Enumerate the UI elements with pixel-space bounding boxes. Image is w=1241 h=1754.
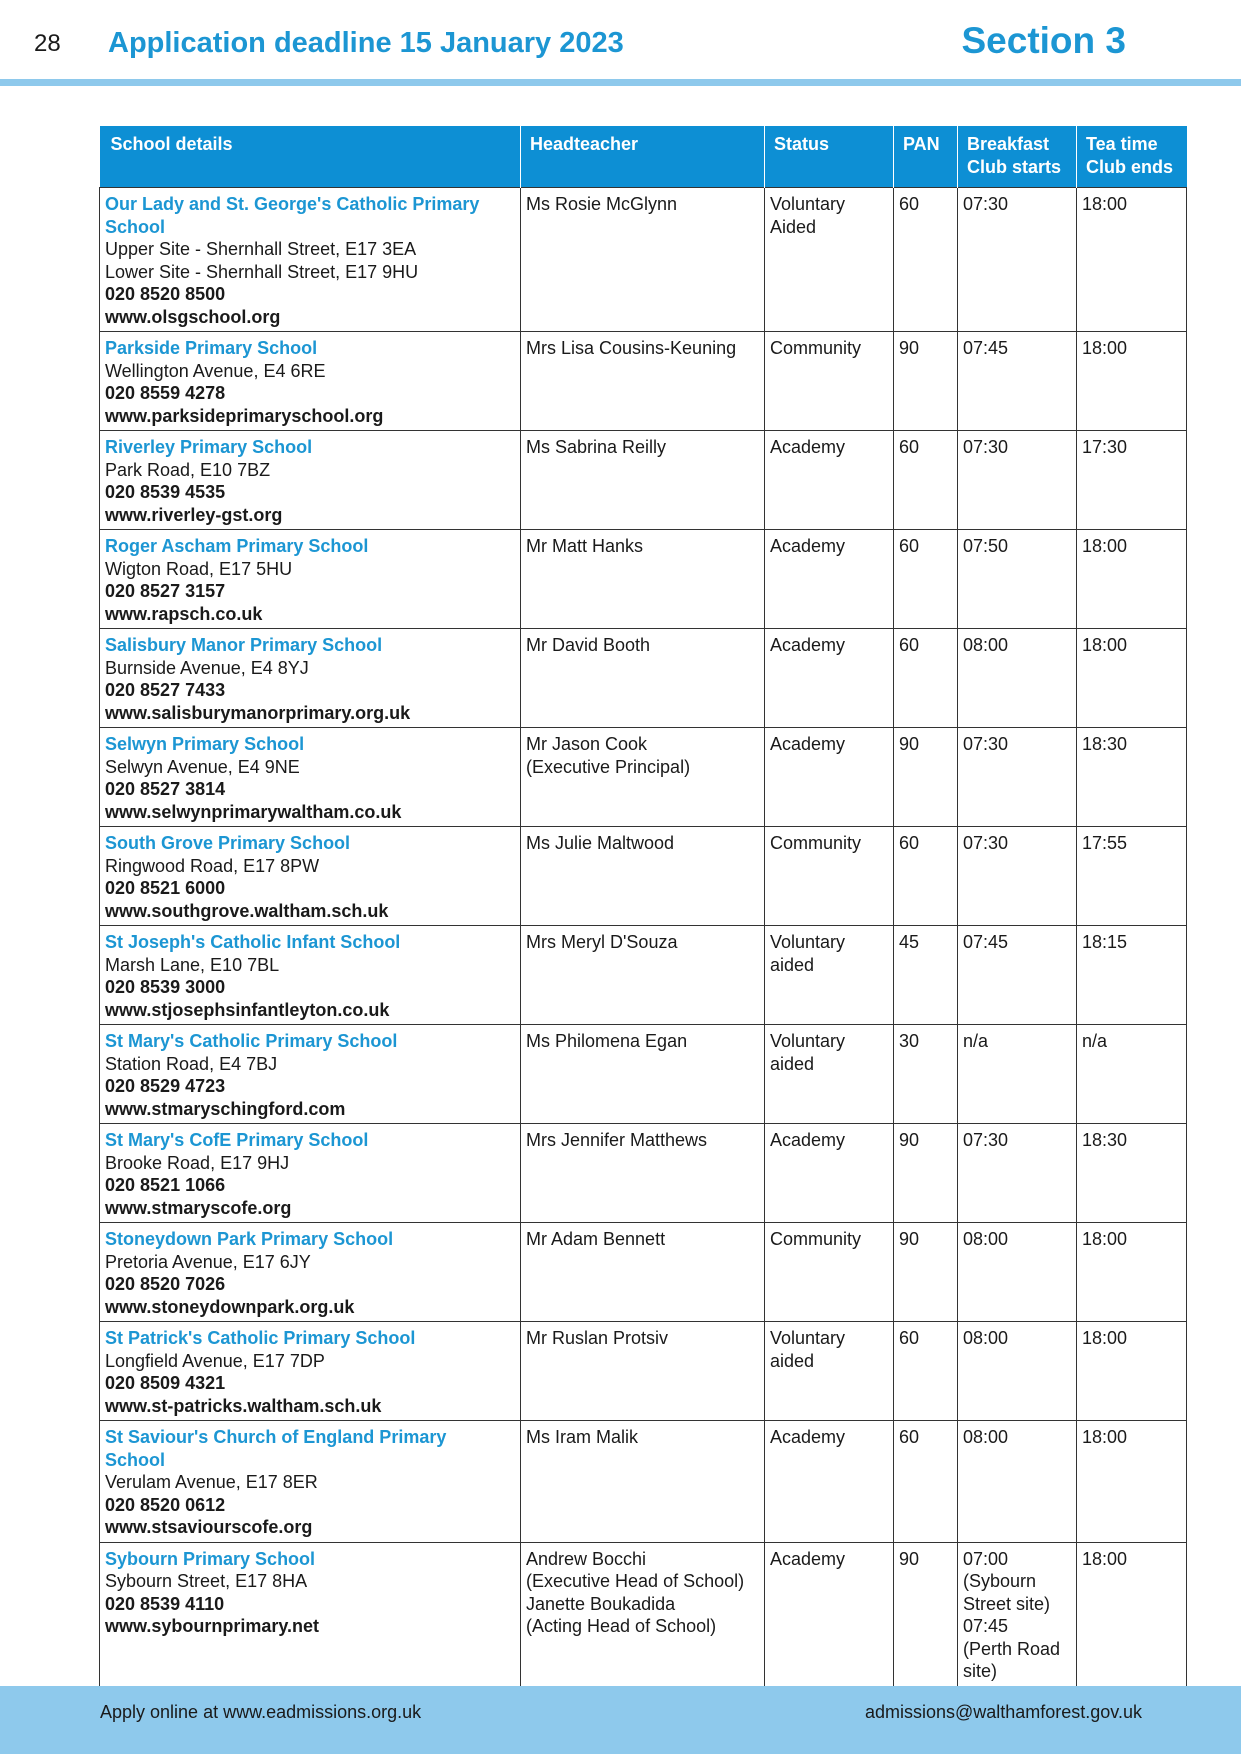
- pan-cell: 60: [894, 827, 958, 926]
- breakfast-cell: [958, 1322, 1077, 1421]
- school-details-cell: [100, 1124, 521, 1223]
- headteacher-line: Mr Jason Cook: [526, 734, 648, 754]
- headteacher-line: (Acting Head of School): [526, 1616, 717, 1636]
- pan-cell: 90: [894, 1223, 958, 1322]
- school-website[interactable]: www.stsaviourscofe.org: [105, 1517, 313, 1537]
- school-details-cell: [100, 926, 521, 1025]
- table-row: [100, 827, 1187, 926]
- status-cell: [765, 926, 894, 1025]
- status-line: Community: [770, 833, 862, 853]
- school-details-cell: [100, 1542, 521, 1686]
- status-cell: [765, 1421, 894, 1543]
- school-address: Marsh Lane, E10 7BL: [105, 954, 280, 975]
- school-name: School: [105, 1449, 166, 1470]
- headteacher-line: Ms Iram Malik: [526, 1427, 638, 1447]
- breakfast-cell: [958, 728, 1077, 827]
- school-address: Wigton Road, E17 5HU: [105, 558, 293, 579]
- school-details-cell: [100, 431, 521, 530]
- school-name: St Mary's Catholic Primary School: [105, 1031, 398, 1051]
- status-cell: [765, 1322, 894, 1421]
- school-address: Pretoria Avenue, E17 6JY: [105, 1251, 311, 1272]
- school-address: Upper Site - Shernhall Street, E17 3EA: [105, 239, 417, 259]
- table-row: [100, 431, 1187, 530]
- school-website[interactable]: www.southgrove.waltham.sch.uk: [105, 900, 389, 921]
- section-label: Section 3: [961, 20, 1126, 61]
- table-row: [100, 926, 1187, 1025]
- breakfast-cell: [958, 1124, 1077, 1223]
- school-name: St Saviour's Church of England Primary: [105, 1427, 447, 1447]
- headteacher-line: Ms Julie Maltwood: [526, 833, 675, 853]
- pan-cell: 45: [894, 926, 958, 1025]
- school-address: Verulam Avenue, E17 8ER: [105, 1472, 318, 1492]
- pan-cell: 60: [894, 1421, 958, 1543]
- status-line: Voluntary: [770, 1328, 846, 1348]
- status-line: aided: [770, 1053, 815, 1074]
- column-header-school: School details: [100, 126, 521, 188]
- tea-cell: 18:00: [1077, 530, 1187, 629]
- headteacher-cell: [521, 1124, 765, 1223]
- status-cell: [765, 1542, 894, 1686]
- tea-cell: 18:30: [1077, 1124, 1187, 1223]
- school-address: Longfield Avenue, E17 7DP: [105, 1350, 325, 1371]
- headteacher-line: Mrs Meryl D'Souza: [526, 932, 678, 952]
- table-row: [100, 1025, 1187, 1124]
- headteacher-line: Janette Boukadida: [526, 1593, 676, 1614]
- status-line: Academy: [770, 734, 846, 754]
- breakfast-line: 07:45: [963, 338, 1009, 358]
- breakfast-line: 07:30: [963, 194, 1009, 214]
- breakfast-line: 07:45: [963, 932, 1009, 952]
- status-cell: [765, 728, 894, 827]
- headteacher-cell: [521, 1025, 765, 1124]
- school-address: Lower Site - Shernhall Street, E17 9HU: [105, 261, 419, 282]
- school-phone: 020 8539 4535: [105, 482, 226, 502]
- school-details-cell: [100, 332, 521, 431]
- headteacher-cell: [521, 728, 765, 827]
- status-line: Voluntary: [770, 1031, 846, 1051]
- breakfast-cell: [958, 332, 1077, 431]
- status-line: Voluntary: [770, 932, 846, 952]
- tea-cell: 17:30: [1077, 431, 1187, 530]
- headteacher-cell: [521, 827, 765, 926]
- status-cell: [765, 530, 894, 629]
- breakfast-cell: [958, 1223, 1077, 1322]
- headteacher-cell: [521, 1421, 765, 1543]
- school-name: Selwyn Primary School: [105, 734, 305, 754]
- status-line: aided: [770, 954, 815, 975]
- school-details-cell: [100, 1025, 521, 1124]
- status-cell: [765, 431, 894, 530]
- headteacher-line: Mrs Lisa Cousins-Keuning: [526, 338, 737, 358]
- school-website[interactable]: www.stoneydownpark.org.uk: [105, 1296, 355, 1317]
- table-row: [100, 728, 1187, 827]
- school-address: Burnside Avenue, E4 8YJ: [105, 657, 309, 678]
- breakfast-line: 07:00: [963, 1548, 1009, 1569]
- school-details-cell: [100, 530, 521, 629]
- school-phone: 020 8520 7026: [105, 1274, 226, 1294]
- headteacher-cell: [521, 530, 765, 629]
- pan-cell: 60: [894, 530, 958, 629]
- headteacher-cell: [521, 1322, 765, 1421]
- school-details-cell: [100, 629, 521, 728]
- school-name: St Patrick's Catholic Primary School: [105, 1328, 416, 1348]
- school-name: Stoneydown Park Primary School: [105, 1229, 394, 1249]
- school-name: Roger Ascham Primary School: [105, 536, 369, 556]
- status-cell: [765, 1223, 894, 1322]
- headteacher-cell: [521, 1542, 765, 1686]
- breakfast-line: 08:00: [963, 635, 1009, 655]
- breakfast-line: 07:30: [963, 734, 1009, 754]
- breakfast-line: 08:00: [963, 1229, 1009, 1249]
- school-phone: 020 8527 7433: [105, 680, 226, 700]
- school-name: South Grove Primary School: [105, 833, 351, 853]
- pan-cell: 30: [894, 1025, 958, 1124]
- table-row: [100, 1421, 1187, 1543]
- status-line: Academy: [770, 1548, 846, 1569]
- tea-cell: 18:00: [1077, 629, 1187, 728]
- school-phone: 020 8521 6000: [105, 878, 226, 898]
- status-line: Academy: [770, 1130, 846, 1150]
- column-header-breakfast: [958, 126, 1077, 188]
- school-address: Park Road, E10 7BZ: [105, 459, 271, 480]
- column-header-tea-line1: Tea time: [1086, 134, 1158, 154]
- status-cell: [765, 827, 894, 926]
- breakfast-line: n/a: [963, 1031, 989, 1051]
- school-name: Parkside Primary School: [105, 338, 318, 358]
- tea-cell: 18:15: [1077, 926, 1187, 1025]
- schools-table: [99, 126, 1187, 1687]
- breakfast-line: site): [963, 1661, 998, 1681]
- headteacher-cell: [521, 1223, 765, 1322]
- headteacher-cell: [521, 431, 765, 530]
- headteacher-line: Ms Philomena Egan: [526, 1031, 688, 1051]
- table-row: [100, 1322, 1187, 1421]
- table-row: [100, 332, 1187, 431]
- status-line: Voluntary: [770, 194, 846, 214]
- school-address: Sybourn Street, E17 8HA: [105, 1571, 308, 1591]
- headteacher-line: Andrew Bocchi: [526, 1548, 647, 1569]
- headteacher-line: (Executive Head of School): [526, 1571, 745, 1591]
- school-address: Ringwood Road, E17 8PW: [105, 855, 320, 876]
- school-website[interactable]: www.st-patricks.waltham.sch.uk: [105, 1395, 382, 1416]
- status-cell: [765, 1025, 894, 1124]
- status-line: Community: [770, 338, 862, 358]
- tea-cell: 18:00: [1077, 1322, 1187, 1421]
- status-line: Community: [770, 1229, 862, 1249]
- breakfast-line: 08:00: [963, 1328, 1009, 1348]
- headteacher-cell: [521, 332, 765, 431]
- pan-cell: 60: [894, 629, 958, 728]
- headteacher-line: Mrs Jennifer Matthews: [526, 1130, 708, 1150]
- breakfast-line: 07:30: [963, 1130, 1009, 1150]
- school-address: Brooke Road, E17 9HJ: [105, 1152, 290, 1173]
- school-phone: 020 8509 4321: [105, 1373, 226, 1393]
- status-cell: [765, 1124, 894, 1223]
- school-website[interactable]: www.stmaryscofe.org: [105, 1197, 292, 1218]
- school-details-cell: [100, 728, 521, 827]
- school-details-cell: [100, 1322, 521, 1421]
- column-header-breakfast-line2: Club starts: [967, 157, 1062, 177]
- column-header-breakfast-line1: Breakfast: [967, 134, 1050, 154]
- school-website[interactable]: www.stjosephsinfantleyton.co.uk: [105, 999, 390, 1020]
- status-line: Aided: [770, 216, 817, 237]
- breakfast-line: 07:45: [963, 1616, 1009, 1636]
- school-name: Salisbury Manor Primary School: [105, 635, 383, 655]
- breakfast-line: 07:50: [963, 536, 1009, 556]
- page-number: 28: [34, 30, 61, 57]
- school-name: School: [105, 216, 166, 237]
- school-details-cell: [100, 1421, 521, 1543]
- pan-cell: 90: [894, 728, 958, 827]
- status-line: aided: [770, 1350, 815, 1371]
- breakfast-cell: [958, 188, 1077, 332]
- table-row: [100, 1124, 1187, 1223]
- breakfast-line: 08:00: [963, 1427, 1009, 1447]
- tea-cell: 18:00: [1077, 188, 1187, 332]
- column-header-pan: PAN: [894, 126, 958, 188]
- breakfast-line: 07:30: [963, 437, 1009, 457]
- column-header-headteacher: Headteacher: [521, 126, 765, 188]
- pan-cell: 60: [894, 188, 958, 332]
- pan-cell: 60: [894, 431, 958, 530]
- headteacher-cell: [521, 926, 765, 1025]
- pan-cell: 90: [894, 332, 958, 431]
- school-website[interactable]: www.rapsch.co.uk: [105, 603, 263, 624]
- column-header-status: Status: [765, 126, 894, 188]
- school-phone: 020 8520 0612: [105, 1494, 226, 1515]
- pan-cell: 60: [894, 1322, 958, 1421]
- tea-cell: 18:00: [1077, 1542, 1187, 1686]
- breakfast-cell: [958, 827, 1077, 926]
- table-header-row: [100, 126, 1187, 188]
- headteacher-line: Ms Rosie McGlynn: [526, 194, 678, 214]
- tea-cell: 18:30: [1077, 728, 1187, 827]
- school-website[interactable]: www.riverley-gst.org: [105, 504, 283, 525]
- header-rule: [0, 79, 1241, 86]
- school-website[interactable]: www.stmaryschingford.com: [105, 1098, 346, 1119]
- school-name: St Joseph's Catholic Infant School: [105, 932, 401, 952]
- tea-cell: 18:00: [1077, 1223, 1187, 1322]
- column-header-tea: [1077, 126, 1187, 188]
- status-line: Academy: [770, 437, 846, 457]
- school-phone: 020 8527 3157: [105, 581, 226, 601]
- school-phone: 020 8521 1066: [105, 1175, 226, 1195]
- table-row: [100, 1223, 1187, 1322]
- headteacher-line: Ms Sabrina Reilly: [526, 437, 667, 457]
- tea-cell: 18:00: [1077, 332, 1187, 431]
- school-address: Selwyn Avenue, E4 9NE: [105, 756, 300, 777]
- status-line: Academy: [770, 635, 846, 655]
- breakfast-cell: [958, 431, 1077, 530]
- school-phone: 020 8539 3000: [105, 977, 226, 997]
- school-website[interactable]: www.olsgschool.org: [105, 306, 281, 327]
- school-phone: 020 8520 8500: [105, 284, 226, 304]
- tea-cell: 18:00: [1077, 1421, 1187, 1543]
- headteacher-line: Mr Ruslan Protsiv: [526, 1328, 669, 1348]
- tea-cell: 17:55: [1077, 827, 1187, 926]
- school-website[interactable]: www.parksideprimaryschool.org: [105, 405, 384, 426]
- school-website[interactable]: www.selwynprimarywaltham.co.uk: [105, 801, 402, 822]
- school-phone: 020 8529 4723: [105, 1076, 226, 1096]
- breakfast-cell: [958, 629, 1077, 728]
- breakfast-cell: [958, 926, 1077, 1025]
- school-website[interactable]: www.salisburymanorprimary.org.uk: [105, 702, 411, 723]
- breakfast-cell: [958, 1542, 1077, 1686]
- school-details-cell: [100, 188, 521, 332]
- school-name: Our Lady and St. George's Catholic Primary: [105, 194, 480, 214]
- breakfast-cell: [958, 1025, 1077, 1124]
- headteacher-line: Mr Adam Bennett: [526, 1229, 666, 1249]
- headteacher-line: Mr Matt Hanks: [526, 536, 644, 556]
- breakfast-line: (Sybourn: [963, 1571, 1037, 1591]
- school-details-cell: [100, 827, 521, 926]
- status-line: Academy: [770, 1427, 846, 1447]
- pan-cell: 90: [894, 1124, 958, 1223]
- school-name: Sybourn Primary School: [105, 1548, 316, 1569]
- table-row: [100, 1542, 1187, 1686]
- school-details-cell: [100, 1223, 521, 1322]
- school-name: Riverley Primary School: [105, 437, 313, 457]
- page-title: Application deadline 15 January 2023: [108, 27, 624, 59]
- breakfast-cell: [958, 1421, 1077, 1543]
- headteacher-line: (Executive Principal): [526, 756, 691, 777]
- school-name: St Mary's CofE Primary School: [105, 1130, 369, 1150]
- pan-cell: 90: [894, 1542, 958, 1686]
- headteacher-cell: [521, 188, 765, 332]
- breakfast-cell: [958, 530, 1077, 629]
- breakfast-line: (Perth Road: [963, 1638, 1061, 1659]
- status-line: Academy: [770, 536, 846, 556]
- status-cell: [765, 332, 894, 431]
- table-body: [100, 188, 1187, 1687]
- table-row: [100, 629, 1187, 728]
- school-phone: 020 8539 4110: [105, 1593, 225, 1614]
- school-address: Station Road, E4 7BJ: [105, 1053, 278, 1074]
- column-header-tea-line2: Club ends: [1086, 157, 1174, 177]
- table-row: [100, 530, 1187, 629]
- breakfast-line: Street site): [963, 1593, 1051, 1614]
- headteacher-line: Mr David Booth: [526, 635, 651, 655]
- status-cell: [765, 629, 894, 728]
- table-row: [100, 188, 1187, 332]
- tea-cell: n/a: [1077, 1025, 1187, 1124]
- breakfast-line: 07:30: [963, 833, 1009, 853]
- school-website[interactable]: www.sybournprimary.net: [105, 1616, 320, 1636]
- footer-email[interactable]: admissions@walthamforest.gov.uk: [864, 1702, 1142, 1722]
- headteacher-cell: [521, 629, 765, 728]
- school-phone: 020 8527 3814: [105, 779, 226, 799]
- school-address: Wellington Avenue, E4 6RE: [105, 360, 326, 381]
- status-cell: [765, 188, 894, 332]
- footer-apply-online[interactable]: Apply online at www.eadmissions.org.uk: [100, 1702, 422, 1722]
- school-phone: 020 8559 4278: [105, 383, 226, 403]
